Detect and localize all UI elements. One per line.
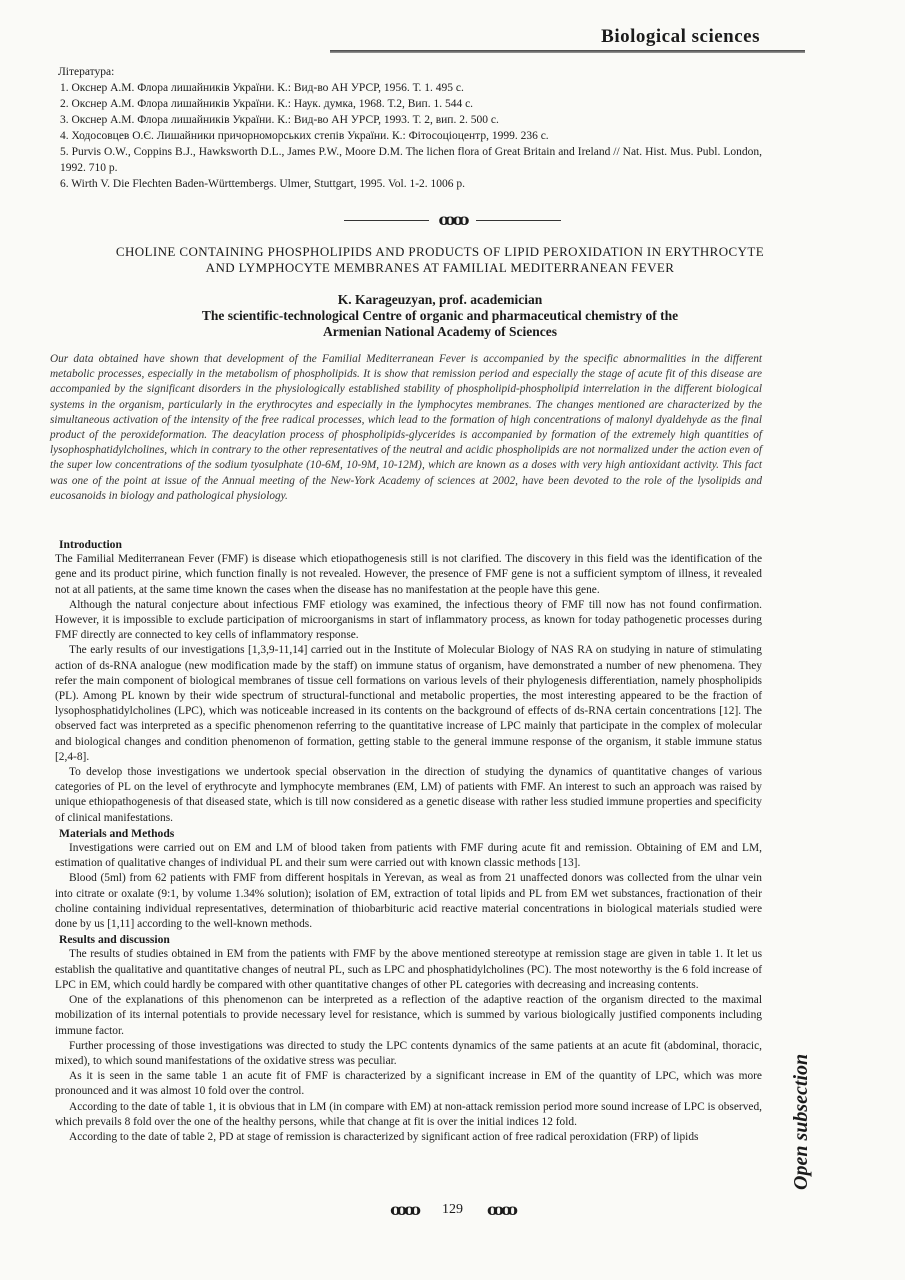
- ornament-glyph: ꝏꝏ: [390, 1202, 418, 1219]
- ornament-glyph: ꝏꝏ: [487, 1202, 515, 1219]
- abstract: Our data obtained have shown that development of the Familial Mediterranean Fever is accompanied by the specific abnormalities in the different metabolic processes, especially in the metabolism of phospholipids. It is show that remission period and especially the stage of acute fit of this disease are accompanied by the significant disorders in the physiologically established stability of phospholipid-phospholipid interrelation in the different biological systems in the organism, particularly in the erythrocytes and especially in the lymphocytes membranes. The changes mentioned are characterized by the simultaneous activation of the intensity of the free radical processes, which lead to the formation of high concentrations of malonyl dyaldehyde as the final product of the peroxideformation. The deacylation process of phospholipids-glycerides is accompanied by formation of the extremely high quantities of lysophosphatidylcholines, which in contrary to the other representatives of the neutral and acidic phospholipids are not normalized under the action even of the super low concentrations of the sodium tyosulphate (10-6M, 10-9M, 10-12M), which are known as a doses with very high antioxidant activity. This fact was one of the point at issue of the Annual meeting of the New-York Academy of sciences at 2002, have been devoted to the role of the lysolipids and eucosanoids in biology and pathological physiology.: [50, 353, 762, 502]
- body-paragraph: The Familial Mediterranean Fever (FMF) is disease which etiopathogenesis still is not clarified. The discovery in this field was the identification of the gene and its product pirine, which function finally is not revealed. However, the presence of FMF gene is not a sufficient symptom of illness, it revealed not at all patients, at the same time known the cases when the disease has no manifestation at the people have this gene.: [55, 553, 762, 596]
- section-heading-results: Results and discussion: [59, 933, 170, 947]
- body-paragraph: One of the explanations of this phenomenon can be interpreted as a reflection of the adaptive reaction of the organism directed to the maximal mobilization of its internal potentials to provide necessary level for resistance, which is summed by various biologically justified components including immune factor.: [55, 994, 762, 1037]
- body-paragraph: Investigations were carried out on EM and LM of blood taken from patients with FMF during acute fit and remission. Obtaining of EM and LM, estimation of qualitative changes of individual PL and their sum were carried out with known classic methods [13].: [55, 842, 762, 870]
- page-header-title: Biological sciences: [601, 26, 760, 47]
- body-paragraph: Blood (5ml) from 62 patients with FMF from different hospitals in Yerevan, as weal as from 21 unaffected donors was collected from the ulnar vein into citrate or oxalate (9:1, by volume 1.34% solution); isolation of EM, extraction of total lipids and PL from EM wet substances, fractionation of their choline containing individual representatives, determination of thiobarbituric acid reactive material concentrations in biological materials studied were done by us [1,11] according to the well-known methods.: [55, 872, 762, 931]
- side-section-label: [760, 1030, 812, 1190]
- affiliation-line: Armenian National Academy of Sciences: [323, 324, 557, 339]
- article-title: [40, 244, 840, 276]
- page-number: 129: [442, 1202, 463, 1217]
- body-paragraph: To develop those investigations we undertook special observation in the direction of studying the dynamics of quantitative changes of various categories of PL on the level of erythrocyte and lymphocyte membranes (EM, LM) of patients with FMF. An interest to such an approach was raised by unique ethiopathogenesis of that diseased state, which is till now considered as a genetic disease with rather less studied immune properties and specificity of clinical manifestations.: [55, 766, 762, 824]
- affiliation-line: The scientific-technological Centre of organic and pharmaceutical chemistry of the: [201, 308, 679, 323]
- section-heading-methods: Materials and Methods: [59, 826, 175, 840]
- article-title-line: AND LYMPHOCYTE MEMBRANES AT FAMILIAL MEDITERRANEAN FEVER: [205, 260, 675, 275]
- section-divider-ornament: [0, 210, 905, 230]
- author-block: [40, 292, 840, 340]
- reference-item: 5. Purvis O.W., Coppins B.J., Hawksworth D.L., James P.W., Moore D.M. The lichen flora of Great Britain and Ireland // Nat. Hist. Mus. Publ. London, 1992. 710 p.: [60, 146, 762, 174]
- ornament-glyph: ꝏꝏ: [438, 212, 467, 229]
- reference-item: 6. Wirth V. Die Flechten Baden-Württembergs. Ulmer, Stuttgart, 1995. Vol. 1-2. 1006 p.: [60, 178, 466, 190]
- reference-item: 4. Ходосовцев О.Є. Лишайники причорноморських степів України. К.: Фітосоціоцентр, 1999. 236 с.: [60, 130, 549, 142]
- body-paragraph: The results of studies obtained in EM from the patients with FMF by the above mentioned stereotype at remission stage are given in table 1. It let us establish the qualitative and quantitative changes of neutral PL, such as LPC and phosphatidylcholines (PC). The most noteworthy is the 6 fold increase of LPC in EM, which could hardly be compared with other quantitative changes of other PL categories with decreasing and increasing contents.: [55, 948, 762, 991]
- divider-line: [476, 220, 561, 221]
- body-paragraph: Although the natural conjecture about infectious FMF etiology was examined, the infectious theory of FMF till now has not found confirmation. However, it is impossible to exclude participation of microorganisms in start of inflammatory process, as known for today pathogenetic processes during FMF directly are connected to key cells of inflammatory response.: [55, 598, 762, 642]
- body-paragraph: Further processing of those investigations was directed to study the LPC contents dynamics of the same patients at an acute fit (abdominal, thoracic, mixed), to which sound manifestations of the oxidative stress was peculiar.: [55, 1039, 762, 1067]
- body-paragraph: The early results of our investigations [1,3,9-11,14] carried out in the Institute of Molecular Biology of NAS RA on studying in nature of stimulating action of ds-RNA analogue (new modification made by the staff) on immune status of organism, have demonstrated a number of new phenomena. They refer the main component of biological membranes of tissue cell formations on various levels of their phylogenesis differentiation, namely phospholipids (PL). Among PL known by their wide spectrum of structural-functional and metabolic properties, the most interesting appeared to be the fraction of lysophosphatidylcholines (LPC), which was noticeable increased in its contents on the background of effects of ds-RNA certain concentrations [12]. The observed fact was interpreted as a specific phenomenon referring to the quantitative increase of LPC mainly that participate in the complex of molecular and biological changes and condition phenomenon of formation, getting stable to the general immune response of the organism, it stable immune status [2,4-8].: [55, 644, 762, 763]
- section-heading-introduction: Introduction: [59, 538, 122, 551]
- author-name: K. Karageuzyan, prof. academician: [337, 292, 543, 307]
- header-rule: [330, 50, 805, 53]
- reference-item: 1. Окснер А.М. Флора лишайників України. К.: Вид-во АН УРСР, 1956. Т. 1. 495 с.: [60, 82, 464, 94]
- body-paragraph: As it is seen in the same table 1 an acute fit of FMF is characterized by a significant increase in EM of the quantity of LPC, which was more pronounced and it was almost 10 fold over the control.: [55, 1070, 762, 1098]
- references-block: [50, 64, 762, 192]
- body-paragraph: According to the date of table 2, PD at stage of remission is characterized by significant action of free radical peroxidation (FRP) of lipids: [69, 1130, 699, 1143]
- divider-line: [344, 220, 429, 221]
- reference-item: 2. Окснер А.М. Флора лишайників України. К.: Наук. думка, 1968. Т.2, Вип. 1. 544 с.: [60, 98, 474, 110]
- article-title-line: CHOLINE CONTAINING PHOSPHOLIPIDS AND PRODUCTS OF LIPID PEROXIDATION IN ERYTHROCYTE: [115, 244, 765, 259]
- side-label-text: Open subsection: [790, 1053, 812, 1190]
- page-footer: [0, 1200, 905, 1220]
- body-paragraph: According to the date of table 1, it is obvious that in LM (in compare with EM) at non-attack remission period more sound increase of LPC is observed, which prevails 8 fold over the one of the healthy persons, while that change at fit is over the initial indices 12 fold.: [55, 1100, 762, 1128]
- references-heading: Література:: [58, 66, 115, 78]
- article-body: [55, 537, 762, 1145]
- reference-item: 3. Окснер А.М. Флора лишайників України. К.: Вид-во АН УРСР, 1993. Т. 2, вип. 2. 500 с.: [60, 114, 499, 126]
